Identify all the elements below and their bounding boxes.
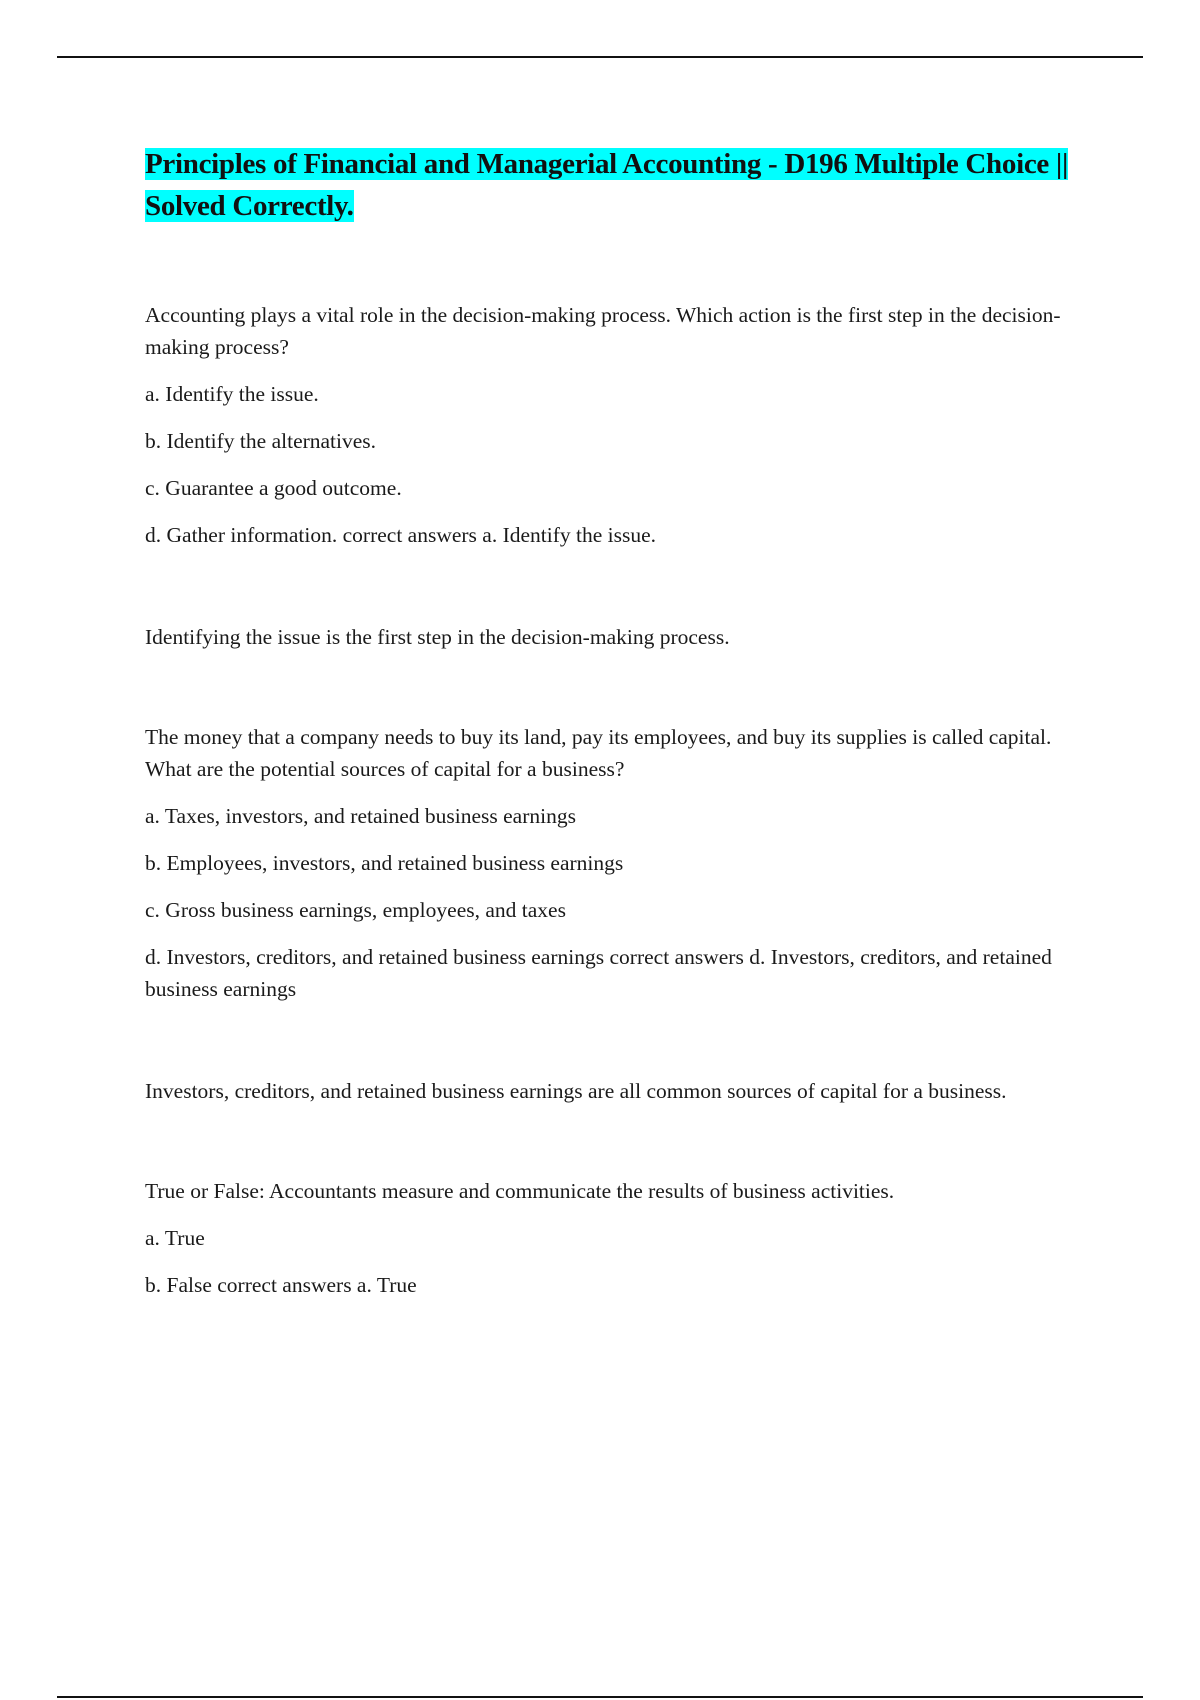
title-highlight: Principles of Financial and Managerial Accounting - D196 Multiple Choice || Solved Correctly. [145, 148, 1069, 222]
question-text: True or False: Accountants measure and communicate the results of business activities. [145, 1179, 895, 1203]
question-block-1 [145, 299, 1100, 653]
question-block-3 [145, 1175, 1100, 1301]
answer-option-c: c. Gross business earnings, employees, and taxes [145, 898, 566, 922]
question-text: The money that a company needs to buy its land, pay its employees, and buy its supplies is called capital. What are the potential sources of capital for a business? [145, 725, 1052, 781]
answer-option-c: c. Guarantee a good outcome. [145, 476, 402, 500]
footer-rule [57, 1696, 1143, 1698]
answer-explanation: Investors, creditors, and retained business earnings are all common sources of capital for a business. [145, 1079, 1007, 1103]
answer-option-a: a. True [145, 1226, 205, 1250]
document-body [145, 143, 1100, 1316]
answer-option-d: d. Investors, creditors, and retained business earnings correct answers d. Investors, creditors, and retained business earnings [145, 945, 1052, 1001]
answer-option-b: b. Employees, investors, and retained business earnings [145, 851, 624, 875]
question-text: Accounting plays a vital role in the decision-making process. Which action is the first step in the decision-making process? [145, 303, 1061, 359]
answer-option-a: a. Identify the issue. [145, 382, 319, 406]
answer-option-b: b. Identify the alternatives. [145, 429, 377, 453]
answer-explanation: Identifying the issue is the first step in the decision-making process. [145, 625, 730, 649]
answer-option-d: d. Gather information. correct answers a. Identify the issue. [145, 523, 657, 547]
header-rule [57, 56, 1143, 58]
answer-option-a: a. Taxes, investors, and retained business earnings [145, 804, 576, 828]
answer-option-b: b. False correct answers a. True [145, 1273, 417, 1297]
document-title [145, 143, 1100, 227]
question-block-2 [145, 721, 1100, 1107]
